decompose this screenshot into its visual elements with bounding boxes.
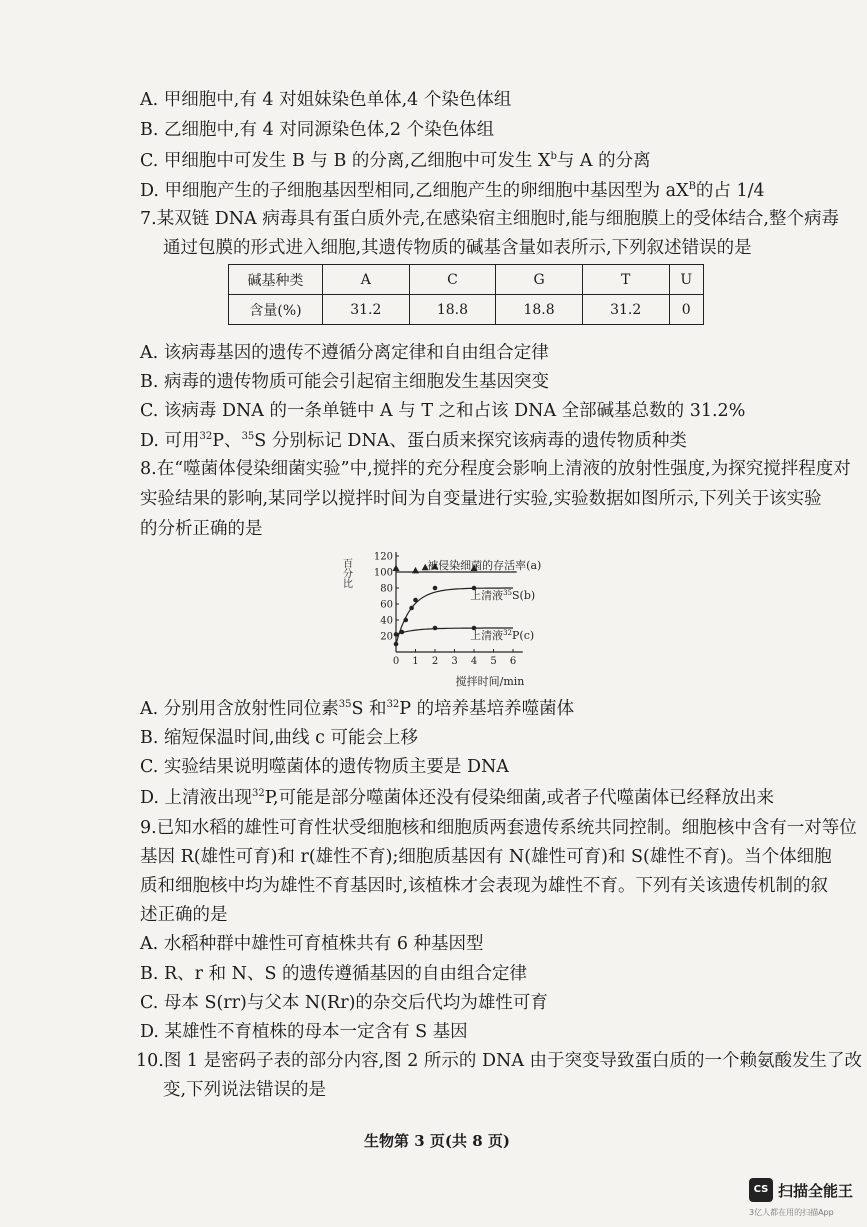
series-b-point	[403, 618, 408, 623]
q9-stem-line2: 基因 R(雄性可育)和 r(雄性不育);细胞质基因有 N(雄性可育)和 S(雄性不育)。当个体细胞	[140, 847, 832, 867]
x-tick-label: 1	[412, 656, 419, 667]
table-row	[229, 295, 704, 325]
table-header-cell: G	[496, 265, 583, 295]
q9-stem-line4: 述正确的是	[140, 905, 228, 925]
table-cell: 31.2	[582, 295, 669, 325]
q8-stem-line1: 8.在“噬菌体侵染细菌实验”中,搅拌的充分程度会影响上清液的放射性强度,为探究搅拌程度对	[140, 459, 851, 479]
series-c-label: 上清液$^{32}$P(c)	[470, 629, 535, 643]
q9-stem-line1: 9.已知水稻的雄性可育性状受细胞核和细胞质两套遗传系统共同控制。细胞核中含有一对等位	[140, 818, 857, 838]
stirring-time-chart	[340, 544, 550, 690]
q9-stem-line3: 质和细胞核中均为雄性不育基因时,该植株才会表现为雄性不育。下列有关该遗传机制的叙	[140, 876, 829, 896]
q7-option-d: D. 可用$^{32}$P、$^{35}$S 分别标记 DNA、蛋白质来探究该病毒的遗传物质种类	[140, 431, 687, 451]
series-a-point	[412, 567, 419, 574]
q6-option-d: D. 甲细胞产生的子细胞基因型相同,乙细胞产生的卵细胞中基因型为 $aX^B$的占 1/4	[140, 181, 765, 201]
q9-option-b: B. R、r 和 N、S 的遗传遵循基因的自由组合定律	[140, 964, 528, 984]
series-b-point	[413, 598, 418, 603]
table-cell: 18.8	[496, 295, 583, 325]
table-header-cell: C	[409, 265, 496, 295]
camscanner-logo-icon: CS	[749, 1178, 773, 1202]
q9-option-a: A. 水稻种群中雄性可育植株共有 6 种基因型	[140, 934, 484, 954]
q6-option-b: B. 乙细胞中,有 4 对同源染色体,2 个染色体组	[140, 120, 495, 140]
y-tick-label: 60	[380, 599, 393, 611]
series-b-point	[433, 586, 438, 591]
series-b-label: 上清液$^{35}$S(b)	[470, 589, 536, 603]
series-b-point	[409, 606, 414, 611]
y-tick-label: 120	[373, 551, 393, 563]
q6-option-a: A. 甲细胞中,有 4 对姐妹染色单体,4 个染色体组	[140, 90, 512, 110]
q8-stem-line3: 的分析正确的是	[140, 519, 263, 539]
q8-option-a: A. 分别用含放射性同位素$^{35}$S 和$^{32}$P 的培养基培养噬菌体	[140, 699, 575, 719]
x-tick-label: 5	[490, 656, 497, 667]
table-header-cell: T	[582, 265, 669, 295]
watermark-name: 扫描全能王	[778, 1182, 854, 1200]
x-tick-label: 0	[392, 656, 400, 667]
table-row	[229, 265, 704, 295]
q6-option-c: C. 甲细胞中可发生 B 与 B 的分离,乙细胞中可发生 $X^b$与 A 的分离	[140, 151, 651, 171]
y-axis-label: 百分比	[340, 558, 352, 588]
series-a-label: 被侵染细菌的存活率(a)	[427, 558, 542, 572]
y-tick-label: 100	[373, 567, 393, 579]
q9-option-d: D. 某雄性不育植株的母本一定含有 S 基因	[140, 1022, 468, 1042]
x-tick-label: 4	[470, 656, 478, 667]
x-tick-label: 6	[509, 656, 517, 667]
table-cell: 31.2	[323, 295, 410, 325]
series-c-point	[433, 626, 438, 631]
table-cell: 0	[669, 295, 704, 325]
q8-stem-line2: 实验结果的影响,某同学以搅拌时间为自变量进行实验,实验数据如图所示,下列关于该实验	[140, 489, 822, 509]
q9-option-c: C. 母本 S(rr)与父本 N(Rr)的杂交后代均为雄性可育	[140, 993, 548, 1013]
base-content-table	[228, 264, 704, 325]
q7-stem-line2: 通过包膜的形式进入细胞,其遗传物质的碱基含量如表所示,下列叙述错误的是	[163, 238, 752, 258]
q8-option-c: C. 实验结果说明噬菌体的遗传物质主要是 DNA	[140, 757, 509, 777]
watermark-subtitle: 3亿人都在用的扫描App	[749, 1208, 834, 1217]
table-header-cell: 碱基种类	[229, 265, 323, 295]
x-tick-label: 3	[451, 656, 458, 667]
q7-option-c: C. 该病毒 DNA 的一条单链中 A 与 T 之和占该 DNA 全部碱基总数的 31.2%	[140, 401, 746, 421]
series-b-point	[394, 642, 399, 647]
table-cell: 含量(%)	[229, 295, 323, 325]
x-axis-label: 搅拌时间/min	[455, 675, 525, 688]
y-tick-label: 20	[380, 631, 393, 643]
q10-stem-line1: 10.图 1 是密码子表的部分内容,图 2 所示的 DNA 由于突变导致蛋白质的一个赖氨酸发生了改	[136, 1051, 863, 1071]
series-a-point	[393, 565, 400, 572]
table-cell: 18.8	[409, 295, 496, 325]
q7-option-b: B. 病毒的遗传物质可能会引起宿主细胞发生基因突变	[140, 372, 549, 392]
q10-stem-line2: 变,下列说法错误的是	[163, 1080, 327, 1100]
q7-option-a: A. 该病毒基因的遗传不遵循分离定律和自由组合定律	[140, 343, 549, 363]
y-tick-label: 40	[380, 615, 393, 627]
q8-option-b: B. 缩短保温时间,曲线 c 可能会上移	[140, 728, 418, 748]
q7-stem-line1: 7.某双链 DNA 病毒具有蛋白质外壳,在感染宿主细胞时,能与细胞膜上的受体结合,整个病毒	[140, 209, 839, 229]
q8-option-d: D. 上清液出现$^{32}$P,可能是部分噬菌体还没有侵染细菌,或者子代噬菌体已经释放出来	[140, 788, 775, 808]
table-header-cell: A	[323, 265, 410, 295]
x-tick-label: 2	[431, 656, 439, 667]
series-b-point	[400, 630, 405, 635]
page-footer: 生物第 3 页(共 8 页)	[364, 1132, 510, 1150]
table-header-cell: U	[669, 265, 704, 295]
y-tick-label: 80	[380, 583, 393, 595]
